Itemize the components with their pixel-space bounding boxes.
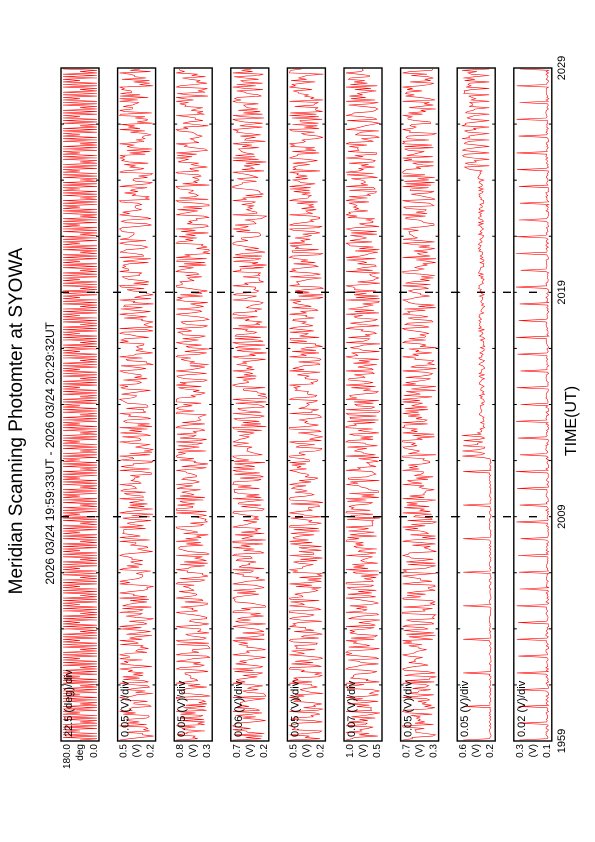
unit-label-ch8: (V) (471, 744, 483, 758)
ytick-min-ch2: 0.2 (145, 744, 157, 758)
frame-ch2 (118, 68, 156, 741)
panel-ch2 (118, 68, 157, 758)
trace-ch7 (403, 69, 437, 740)
ytick-min-ch6: 0.5 (372, 744, 383, 758)
time-range-label: 2026 03/24 19:59:33UT - 2026 03/24 20:29:32UT (43, 322, 57, 585)
trace-ch8 (462, 69, 492, 740)
ytick-min-ch5: 0.2 (315, 744, 327, 758)
ytick-max-ch7: 0.7 (401, 744, 413, 758)
panel-ch3 (174, 68, 213, 758)
ytick-min-ch4: 0.2 (258, 744, 270, 758)
ytick-max-ch3: 0.8 (175, 744, 187, 758)
panel-ch7 (401, 68, 440, 758)
unit-label-ch7: (V) (414, 744, 426, 758)
unit-label-angle: deg (75, 744, 86, 761)
ytick-max-ch9: 0.3 (514, 744, 526, 758)
ytick-min-angle: 0.0 (89, 744, 100, 758)
trace-ch3 (176, 69, 210, 740)
frame-ch5 (287, 68, 325, 741)
panel-ch5 (287, 68, 326, 758)
unit-label-ch6: (V) (358, 744, 369, 758)
unit-label-ch4: (V) (244, 744, 256, 758)
ytick-max-ch6: 1.0 (345, 744, 356, 758)
panel-ch9 (514, 68, 553, 758)
ytick-min-ch8: 0.2 (485, 744, 497, 758)
trace-angle (63, 69, 97, 740)
ytick-min-ch9: 0.1 (541, 744, 553, 758)
scale-label-ch5: 0.05 (V)/div (289, 680, 302, 737)
ytick-max-ch8: 0.6 (458, 744, 470, 758)
trace-ch6 (346, 69, 380, 740)
unit-label-ch5: (V) (301, 744, 313, 758)
x-tick-label: 1959 (555, 728, 568, 754)
x-tick-label: 2019 (555, 280, 568, 305)
scale-label-ch4: 0.06 (V)/div (232, 680, 245, 737)
chart-title: Meridian Scanning Photomter at SYOWA (6, 247, 27, 595)
ytick-min-ch3: 0.3 (202, 744, 214, 758)
panel-ch6 (344, 68, 383, 758)
panel-angle (61, 68, 100, 769)
ytick-max-ch5: 0.5 (288, 744, 300, 758)
scale-label-ch7: 0.05 (V)/div (402, 680, 415, 737)
ytick-max-ch4: 0.7 (231, 744, 243, 758)
ytick-max-ch2: 0.5 (118, 744, 130, 758)
scale-label-ch8: 0.05 (V)/div (459, 680, 472, 737)
scale-label-ch2: 0.05 (V)/div (119, 680, 132, 737)
scale-label-ch9: 0.02 (V)/div (515, 680, 528, 737)
x-axis-label: TIME(UT) (563, 385, 580, 457)
scale-label-ch3: 0.05 (V)/div (176, 680, 189, 737)
ytick-max-angle: 180.0 (62, 744, 73, 770)
trace-ch5 (289, 69, 323, 740)
unit-label-ch2: (V) (131, 744, 143, 758)
scale-label-angle: 22.5 (deg)/div (63, 669, 75, 737)
ytick-min-ch7: 0.3 (428, 744, 440, 758)
trace-ch9 (516, 69, 549, 740)
trace-ch2 (120, 69, 154, 740)
unit-label-ch3: (V) (188, 744, 200, 758)
unit-label-ch9: (V) (527, 744, 539, 758)
panel-ch8 (457, 68, 496, 758)
x-tick-label: 2009 (555, 504, 568, 529)
scale-label-ch6: 0.07 (V)/div (346, 680, 358, 737)
panel-ch4 (231, 68, 270, 758)
x-tick-label: 2029 (555, 55, 568, 81)
trace-ch4 (233, 69, 267, 740)
